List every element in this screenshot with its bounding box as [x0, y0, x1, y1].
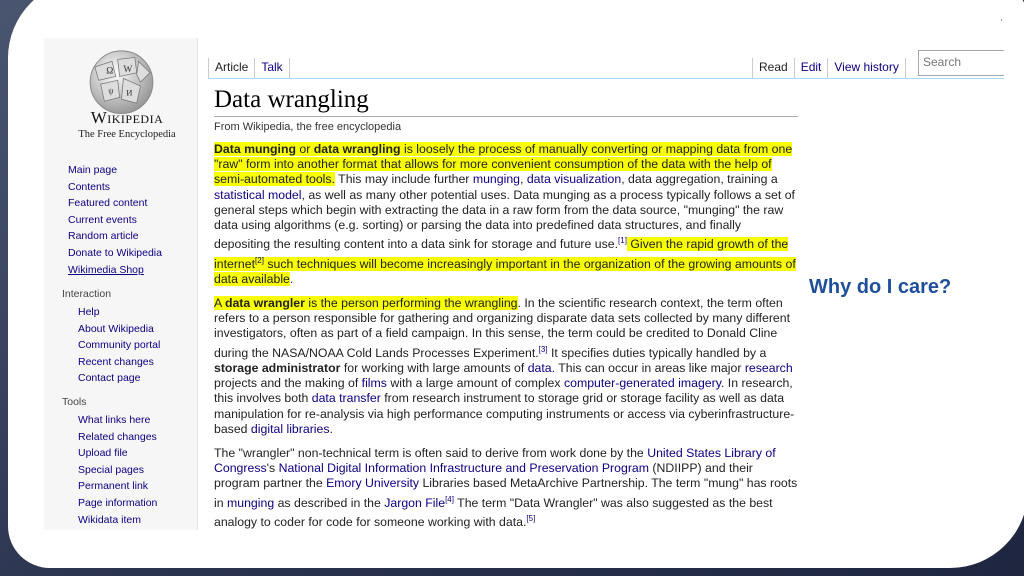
link-films[interactable]: films: [361, 376, 387, 391]
tab-underline: [208, 78, 1004, 79]
sidebar-interaction-nav: [78, 304, 160, 387]
search-input[interactable]: Search: [918, 50, 1004, 76]
sidebar-heading-interaction: Interaction: [62, 288, 112, 300]
wikipedia-tagline: The Free Encyclopedia: [78, 129, 176, 140]
sidebar-item-recent-changes[interactable]: Recent changes: [78, 355, 154, 368]
link-ndiipp[interactable]: National Digital Information Infrastructure and Preservation Program: [278, 461, 650, 476]
sidebar-item-upload-file[interactable]: Upload file: [78, 447, 128, 460]
link-jargon-file[interactable]: Jargon File: [384, 495, 446, 510]
link-emory-university[interactable]: Emory University: [326, 476, 420, 491]
sidebar-item-wikimedia-shop[interactable]: Wikimedia Shop: [68, 263, 144, 276]
citation-4[interactable]: [4]: [445, 494, 454, 504]
sidebar-item-related-changes[interactable]: Related changes: [78, 430, 157, 443]
sidebar-item-what-links-here[interactable]: What links here: [78, 414, 151, 426]
sidebar-heading-tools: Tools: [62, 396, 87, 408]
citation-3[interactable]: [3]: [538, 344, 548, 354]
highlighted-term: Data munging or data wrangling is loosely the process of manually converting or mapping data from one "raw" form into another format that allows for more convenient consumption of the data with the help of semi-automated tools.: [214, 142, 793, 187]
sidebar-main-nav: [68, 162, 162, 278]
sidebar-tools-nav: [78, 412, 157, 528]
article-content: [214, 82, 798, 530]
highlighted-definition: A data wrangler is the person performing the wrangling: [214, 296, 518, 311]
sidebar-item-special-pages[interactable]: Special pages: [78, 463, 144, 476]
svg-text:Ω: Ω: [106, 66, 114, 77]
page-title: Data wrangling: [214, 86, 798, 117]
link-data[interactable]: data: [527, 360, 552, 375]
sidebar-item-featured-content[interactable]: Featured content: [68, 197, 148, 210]
tab-view-history[interactable]: View history: [828, 58, 905, 78]
tab-edit[interactable]: Edit: [795, 58, 829, 78]
slide: [8, 0, 1024, 568]
corner-mark: ': [1001, 18, 1003, 27]
link-statistical-model[interactable]: statistical model: [214, 187, 302, 202]
citation-2[interactable]: [2]: [255, 255, 264, 265]
sidebar-item-random-article[interactable]: Random article: [68, 230, 139, 243]
link-digital-libraries[interactable]: digital libraries: [250, 421, 330, 436]
tab-article[interactable]: Article: [208, 58, 255, 78]
tab-read[interactable]: Read: [752, 58, 795, 78]
sidebar: [44, 38, 198, 530]
link-computer-generated-imagery[interactable]: computer-generated imagery: [563, 376, 721, 391]
namespace-tabs: [208, 58, 290, 78]
sidebar-item-donate[interactable]: Donate to Wikipedia: [68, 246, 162, 259]
wikipedia-wordmark: Wikipedia: [90, 108, 164, 127]
sidebar-item-page-information[interactable]: Page information: [78, 496, 158, 509]
sidebar-item-permanent-link[interactable]: Permanent link: [78, 480, 149, 493]
tab-talk[interactable]: Talk: [255, 58, 289, 78]
view-tabs: [752, 58, 906, 78]
link-data-visualization[interactable]: data visualization: [526, 172, 622, 187]
slide-overlay-question: Why do I care?: [809, 276, 952, 298]
sidebar-item-current-events[interactable]: Current events: [68, 213, 137, 226]
svg-text:ψ: ψ: [108, 85, 114, 96]
svg-text:W: W: [123, 64, 133, 75]
sidebar-item-contact-page[interactable]: Contact page: [78, 372, 141, 385]
article-paragraph-3: The "wrangler" non-technical term is often said to derive from work done by the United States Library of Congress's National Digital Information Infrastructure and Preservation Program (NDIIPP) and their program partner the Emory University Libraries based MetaArchive Partnership. The term "mung" has roots in munging as described in the Jargon File[4] The term "Data Wrangler" was also suggested as the best analogy to coder for code for someone working with data.[5]: [214, 445, 798, 529]
sidebar-item-main-page[interactable]: Main page: [68, 164, 118, 176]
sidebar-item-help[interactable]: Help: [78, 306, 100, 318]
sidebar-item-about-wikipedia[interactable]: About Wikipedia: [78, 322, 154, 335]
svg-text:И: И: [126, 87, 133, 98]
link-data-transfer[interactable]: data transfer: [311, 391, 381, 406]
sidebar-item-contents[interactable]: Contents: [68, 180, 111, 193]
link-library-of-congress[interactable]: United States Library of Congress: [214, 445, 776, 476]
citation-1[interactable]: [1]: [618, 236, 627, 246]
sidebar-item-community-portal[interactable]: Community portal: [78, 339, 161, 352]
link-munging-2[interactable]: munging: [227, 495, 275, 510]
article-source-line: From Wikipedia, the free encyclopedia: [214, 121, 402, 133]
sidebar-item-wikidata-item[interactable]: Wikidata item: [78, 513, 142, 526]
article-paragraph-1: Data munging or data wrangling is loosely the process of manually converting or mapping data from one "raw" form into another format that allows for more convenient consumption of the data with the help of semi-automated tools. This may include further munging, data visualization, data aggregation, training a statistical model, as well as many other potential uses. Data munging as a process typically follows a set of general steps which begin with extracting the data in a raw form from the data source, "munging" the raw data using algorithms (e.g. sorting) or parsing the data into predefined data structures, and finally depositing the resulting content into a data sink for storage and future use.[1] Given the rapid growth of the internet[2] such techniques will become increasingly important in the organization of the growing amounts of data available.: [214, 142, 796, 286]
link-research[interactable]: research: [744, 360, 793, 375]
highlighted-sentence: Given the rapid growth of the internet[2] such techniques will become increasingly important in the organization of the growing amounts of data available: [214, 237, 796, 286]
article-paragraph-2: A data wrangler is the person performing the wrangling. In the scientific research context, the term often refers to a person responsible for gathering and organizing disparate data sets collected by many different investigators, often as part of a field campaign. In this sense, the term could be credited to Donald Cline during the NASA/NOAA Cold Lands Processes Experiment.[3] It specifies duties typically handled by a storage administrator for working with large amounts of data. This can occur in areas like major research projects and the making of films with a large amount of complex computer-generated imagery. In research, this involves both data transfer from research instrument to storage grid or storage facility as well as data manipulation for re-analysis via high performance computing instruments or access via cyberinfrastructure-based digital libraries.: [214, 296, 795, 436]
link-munging[interactable]: munging: [472, 172, 520, 187]
citation-5[interactable]: [5]: [526, 513, 536, 523]
